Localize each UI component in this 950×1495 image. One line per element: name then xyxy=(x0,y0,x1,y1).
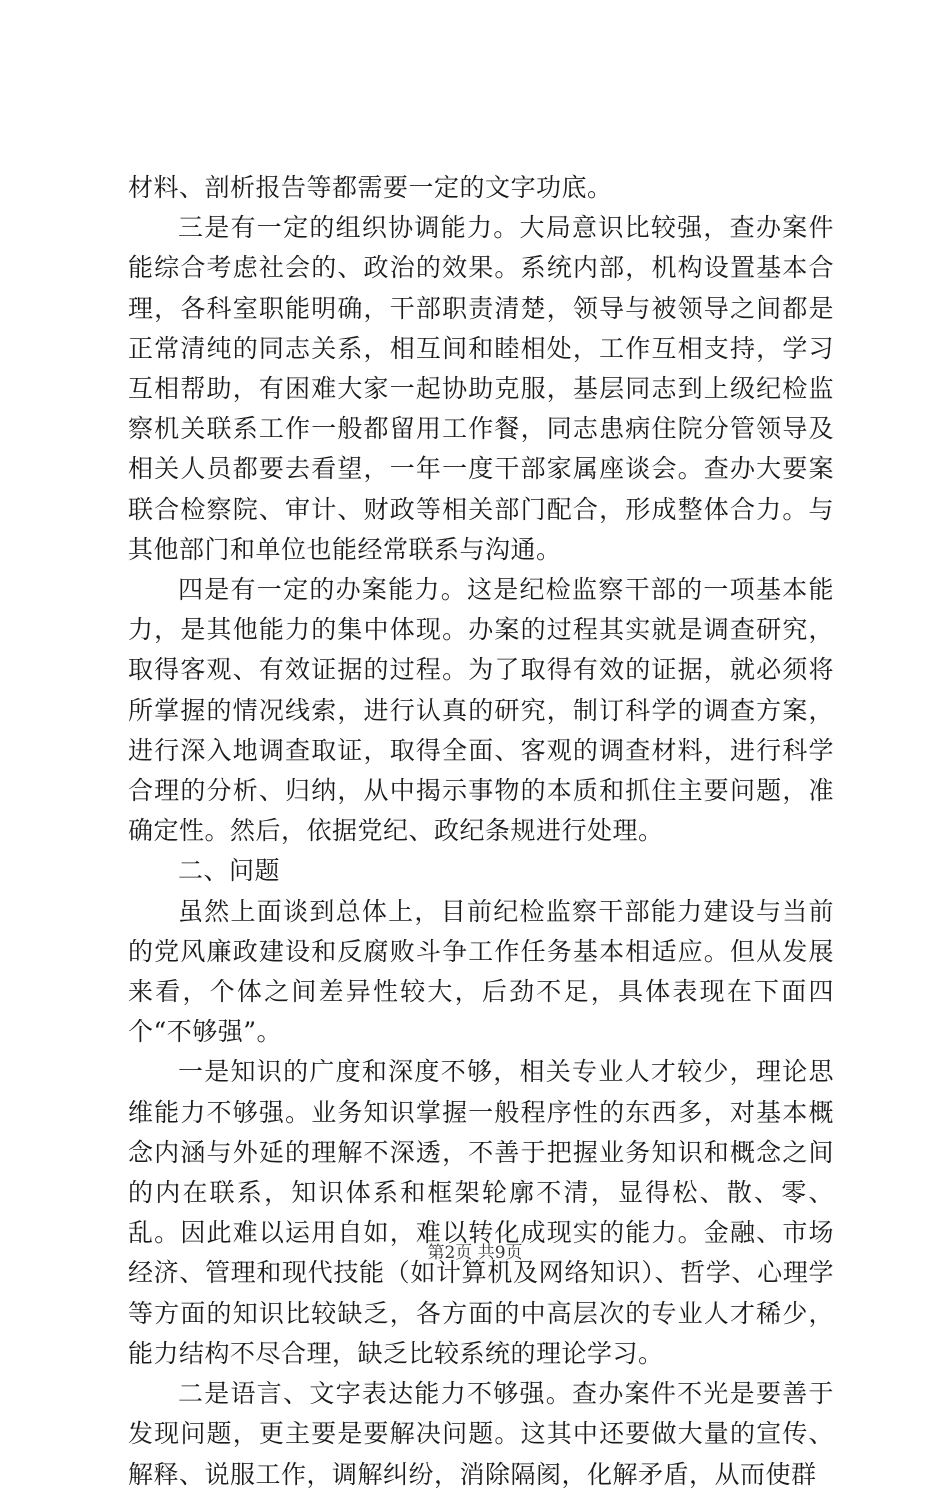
paragraph-knowledge-shortfall: 一是知识的广度和深度不够，相关专业人才较少，理论思维能力不够强。业务知识掌握一般程序性的东西多，对基本概念内涵与外延的理解不深透，不善于把握业务知识和概念之间的内在联系，知识体系和框架轮廓不清，显得松、散、零、乱。因此难以运用自如，难以转化成现实的能力。金融、市场经济、管理和现代技能（如计算机及网络知识）、哲学、心理学等方面的知识比较缺乏，各方面的中高层次的专业人才稀少，能力结构不尽合理，缺乏比较系统的理论学习。 xyxy=(128,1057,834,1368)
paragraph-continuation: 材料、剖析报告等都需要一定的文字功底。 xyxy=(128,173,613,202)
paragraph-organization-ability: 三是有一定的组织协调能力。大局意识比较强，查办案件能综合考虑社会的、政治的效果。系统内部，机构设置基本合理，各科室职能明确，干部职责清楚，领导与被领导之间都是正常清纯的同志关系，相互间和睦相处，工作互相支持，学习互相帮助，有困难大家一起协助克服，基层同志到上级纪检监察机关联系工作一般都留用工作餐，同志患病住院分管领导及相关人员都要去看望，一年一度干部家属座谈会。查办大要案联合检察院、审计、财政等相关部门配合，形成整体合力。与其他部门和单位也能经常联系与沟通。 xyxy=(128,213,834,564)
section-heading-problems: 二、问题 xyxy=(178,856,281,886)
paragraph-case-handling-ability: 四是有一定的办案能力。这是纪检监察干部的一项基本能力，是其他能力的集中体现。办案的过程其实就是调查研究，取得客观、有效证据的过程。为了取得有效的证据，就必须将所掌握的情况线索，进行认真的研究，制订科学的调查方案，进行深入地调查取证，取得全面、客观的调查材料，进行科学合理的分析、归纳，从中揭示事物的本质和抓住主要问题，准确定性。然后，依据党纪、政纪条规进行处理。 xyxy=(128,575,834,846)
paragraph-problems-intro: 虽然上面谈到总体上，目前纪检监察干部能力建设与当前的党风廉政建设和反腐败斗争工作任务基本相适应。但从发展来看，个体之间差异性较大，后劲不足，具体表现在下面四个“不够强”。 xyxy=(128,896,834,1047)
paragraph-expression-shortfall: 二是语言、文字表达能力不够强。查办案件不光是要善于发现问题，更主要是要解决问题。这其中还要做大量的宣传、解释、说服工作，调解纠纷，消除隔阂，化解矛盾，从而使群 xyxy=(128,1379,834,1489)
document-body xyxy=(128,168,834,1495)
page-footer: 第2页 共9页 xyxy=(427,1243,523,1263)
